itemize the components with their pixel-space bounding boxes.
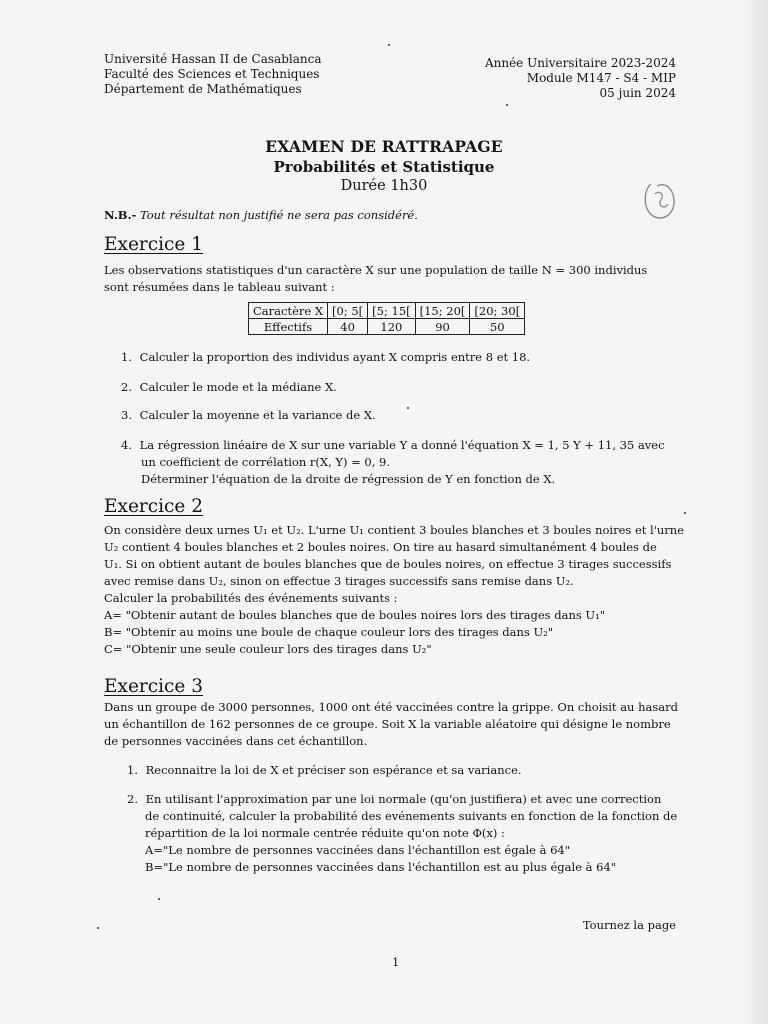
table-cell: 40 bbox=[328, 319, 368, 335]
table-row bbox=[249, 319, 525, 335]
ex1-question-4-line-2: un coefficient de corrélation r(X, Y) = 0, 9. bbox=[141, 455, 391, 469]
nb-label: N.B.- bbox=[104, 208, 137, 222]
scan-speck bbox=[388, 44, 390, 46]
question-text: Calculer le mode et la médiane X. bbox=[139, 380, 337, 394]
event-b: B="Le nombre de personnes vaccinées dans l'échantillon est au plus égale à 64" bbox=[145, 860, 617, 874]
exercise-3-line: de personnes vaccinées dans cet échantillon. bbox=[104, 734, 368, 748]
table-cell: [0; 5[ bbox=[328, 303, 368, 319]
question-number: 4. bbox=[121, 438, 132, 452]
nb-note bbox=[104, 208, 418, 222]
question-line: de continuité, calculer la probabilité des evénements suivants en fonction de la fonction de bbox=[145, 809, 678, 823]
table-row bbox=[249, 303, 525, 319]
event-a: A= "Obtenir autant de boules blanches que de boules noires lors des tirages dans U₁" bbox=[104, 608, 606, 622]
ex1-question-2 bbox=[121, 379, 337, 396]
question-number: 3. bbox=[121, 408, 132, 422]
event-a: A="Le nombre de personnes vaccinées dans l'échantillon est égale à 64" bbox=[145, 843, 571, 857]
table-cell: 90 bbox=[415, 319, 470, 335]
question-line: répartition de la loi normale centrée réduite qu'on note Φ(x) : bbox=[145, 826, 505, 840]
event-c: C= "Obtenir une seule couleur lors des tirages dans U₂" bbox=[104, 642, 432, 656]
table-cell: [15; 20[ bbox=[415, 303, 470, 319]
scan-speck bbox=[97, 927, 99, 929]
handwritten-mark-icon bbox=[641, 176, 681, 222]
question-text: Reconnaitre la loi de X et préciser son espérance et sa variance. bbox=[145, 763, 522, 777]
table-header-cell: Effectifs bbox=[249, 319, 328, 335]
question-number: 2. bbox=[121, 380, 132, 394]
ex3-question-2 bbox=[127, 791, 661, 808]
ex1-question-1 bbox=[121, 349, 530, 366]
table-cell: 120 bbox=[368, 319, 415, 335]
question-text: Calculer la moyenne et la variance de X. bbox=[139, 408, 376, 422]
question-number: 1. bbox=[127, 763, 138, 777]
ex1-question-3 bbox=[121, 407, 376, 424]
exercise-3-intro bbox=[104, 699, 678, 750]
frequency-table bbox=[248, 302, 525, 335]
scan-speck bbox=[158, 898, 160, 900]
module-code: Module M147 - S4 - MIP bbox=[526, 71, 676, 85]
ex3-question-1 bbox=[127, 762, 522, 779]
ex1-question-4 bbox=[121, 437, 665, 454]
exercise-2-line: avec remise dans U₂, sinon on effectue 3 tirages successifs sans remise dans U₂. bbox=[104, 574, 574, 588]
header-left bbox=[104, 52, 321, 97]
question-text: La régression linéaire de X sur une variable Y a donné l'équation X = 1, 5 Y + 11, 35 avec bbox=[139, 438, 665, 452]
exercise-2-line: U₂ contient 4 boules blanches et 2 boules noires. On tire au hasard simultanément 4 boules de bbox=[104, 540, 657, 554]
nb-text: Tout résultat non justifié ne sera pas considéré. bbox=[139, 208, 418, 222]
faculty-name: Faculté des Sciences et Techniques bbox=[104, 67, 320, 81]
university-name: Université Hassan II de Casablanca bbox=[104, 52, 322, 66]
exercise-3-line: un échantillon de 162 personnes de ce groupe. Soit X la variable aléatoire qui désigne le nombre bbox=[104, 717, 671, 731]
exercise-2-line: Calculer la probabilités des événements suivants : bbox=[104, 591, 398, 605]
exercise-1-title: Exercice 1 bbox=[104, 234, 203, 255]
exercise-2-line: U₁. Si on obtient autant de boules blanches que de boules noires, on effectue 3 tirages successifs bbox=[104, 557, 672, 571]
question-number: 1. bbox=[121, 350, 132, 364]
department-name: Département de Mathématiques bbox=[104, 82, 302, 96]
exam-subject: Probabilités et Statistique bbox=[273, 158, 495, 176]
turn-page-note: Tournez la page bbox=[582, 918, 676, 932]
scan-speck bbox=[506, 104, 508, 106]
academic-year: Année Universitaire 2023-2024 bbox=[484, 56, 676, 70]
page-number: 1 bbox=[392, 955, 400, 969]
exercise-1-intro-line: Les observations statistiques d'un caractère X sur une population de taille N = 300 individus bbox=[104, 263, 648, 277]
question-number: 2. bbox=[127, 792, 138, 806]
scan-speck bbox=[684, 512, 686, 514]
exam-duration: Durée 1h30 bbox=[340, 178, 428, 194]
question-text: Calculer la proportion des individus ayant X compris entre 8 et 18. bbox=[139, 350, 531, 364]
header-right bbox=[485, 56, 676, 101]
ex1-question-4-line-3: Déterminer l'équation de la droite de régression de Y en fonction de X. bbox=[141, 472, 556, 486]
exam-title: EXAMEN DE RATTRAPAGE bbox=[265, 137, 503, 156]
exercise-2-line: On considère deux urnes U₁ et U₂. L'urne U₁ contient 3 boules blanches et 3 boules noires et l'urne bbox=[104, 523, 685, 537]
exercise-1-intro bbox=[104, 262, 647, 296]
table-cell: 50 bbox=[470, 319, 525, 335]
exercise-2-title: Exercice 2 bbox=[104, 496, 203, 517]
exam-date: 05 juin 2024 bbox=[599, 86, 676, 100]
exercise-2-body bbox=[104, 522, 684, 658]
exercise-3-title: Exercice 3 bbox=[104, 676, 203, 697]
exercise-1-intro-line: sont résumées dans le tableau suivant : bbox=[104, 280, 335, 294]
event-b: B= "Obtenir au moins une boule de chaque couleur lors des tirages dans U₂" bbox=[104, 625, 554, 639]
question-text: En utilisant l'approximation par une loi normale (qu'on justifiera) et avec une correction bbox=[145, 792, 662, 806]
scan-speck bbox=[407, 407, 409, 409]
exercise-3-line: Dans un groupe de 3000 personnes, 1000 ont été vaccinées contre la grippe. On choisit au hasard bbox=[104, 700, 679, 714]
table-cell: [5; 15[ bbox=[368, 303, 415, 319]
table-cell: [20; 30[ bbox=[470, 303, 525, 319]
table-header-cell: Caractère X bbox=[249, 303, 328, 319]
ex3-question-2-body bbox=[145, 808, 677, 876]
